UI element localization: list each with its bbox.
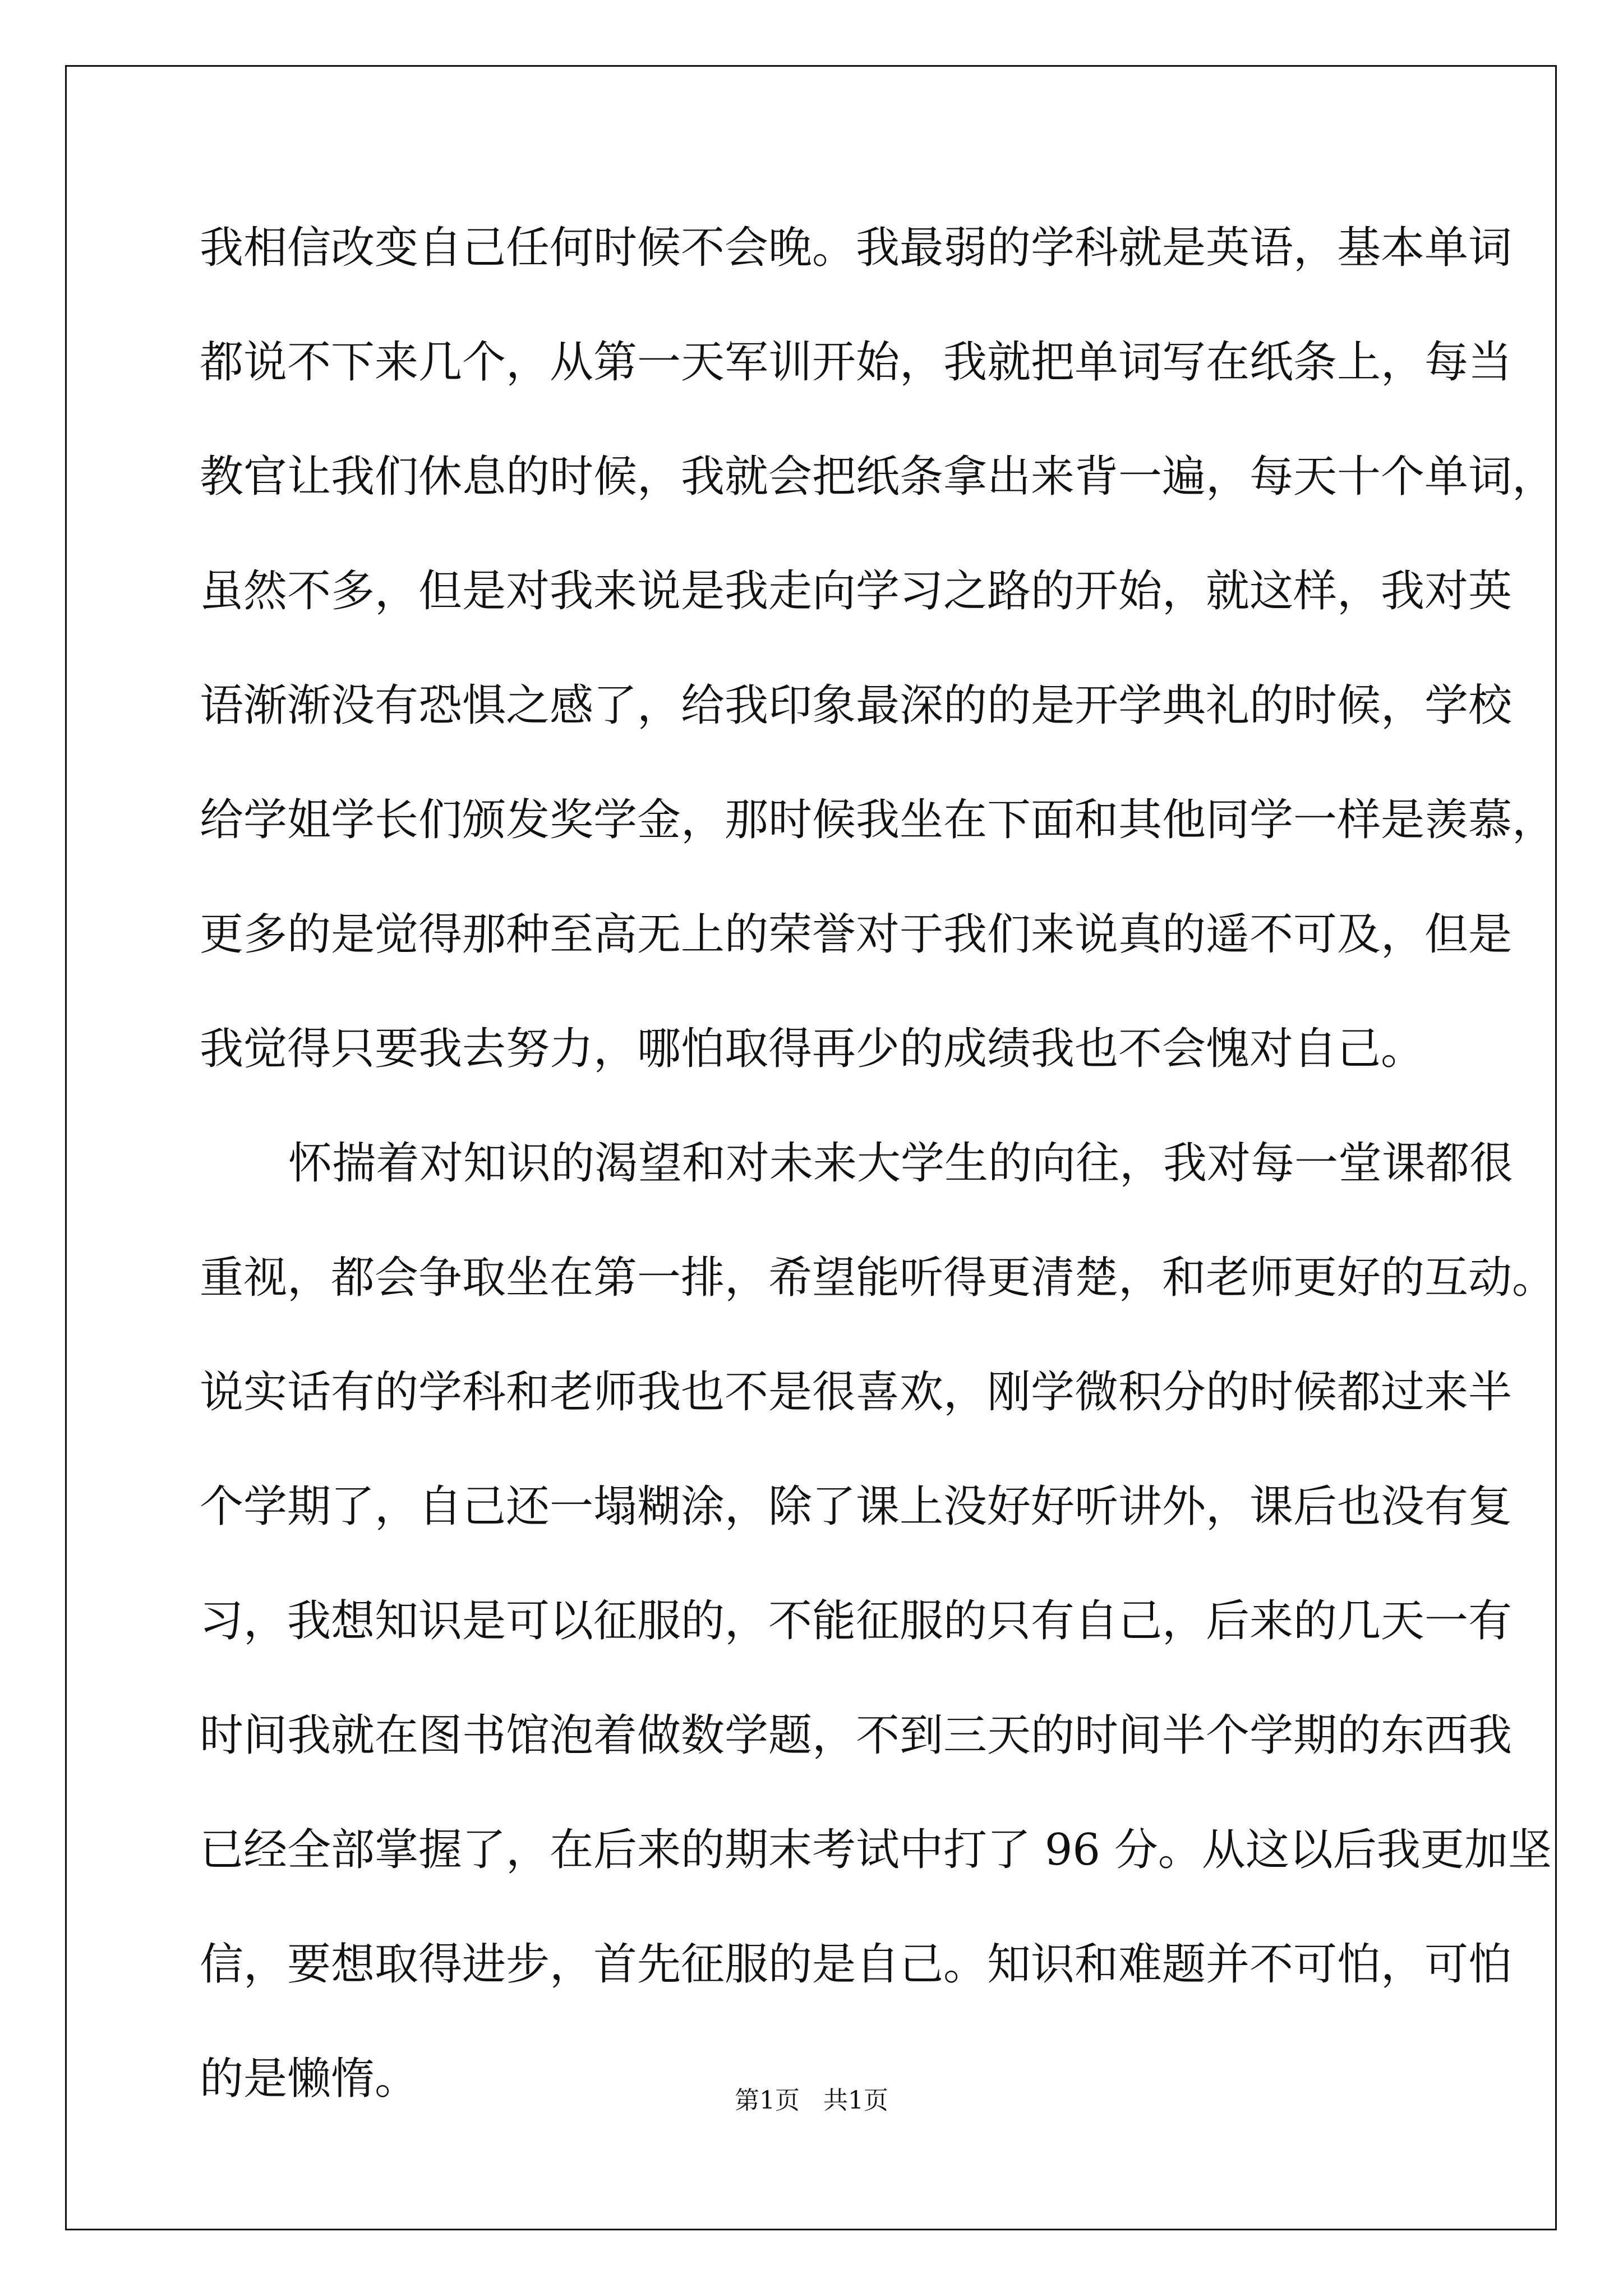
text-line: 习，我想知识是可以征服的，不能征服的只有自己，后来的几天一有 (200, 1596, 1513, 1646)
page-number-footer: 第1页 共1页 (735, 2086, 888, 2115)
text-line: 个学期了，自己还一塌糊涂，除了课上没好好听讲外，课后也没有复 (200, 1481, 1513, 1532)
text-line: 我觉得只要我去努力，哪怕取得再少的成绩我也不会愧对自己。 (200, 1024, 1425, 1074)
text-line: 说实话有的学科和老师我也不是很喜欢，刚学微积分的时候都过来半 (200, 1367, 1513, 1418)
text-line: 给学姐学长们颁发奖学金，那时候我坐在下面和其他同学一样是羡慕， (200, 795, 1556, 845)
document-body (200, 214, 1556, 2160)
text-line: 信，要想取得进步，首先征服的是自己。知识和难题并不可怕，可怕 (200, 1939, 1513, 1990)
text-line: 虽然不多，但是对我来说是我走向学习之路的开始，就这样，我对英 (200, 566, 1513, 616)
text-line: 教官让我们休息的时候，我就会把纸条拿出来背一遍，每天十个单词， (200, 452, 1556, 502)
text-line: 的是懒惰。 (200, 2054, 419, 2104)
text-line: 已经全部掌握了，在后来的期末考试中打了 96 分。从这以后我更加坚 (200, 1825, 1552, 1875)
text-line: 语渐渐没有恐惧之感了，给我印象最深的的是开学典礼的时候，学校 (200, 680, 1513, 731)
text-line: 我相信改变自己任何时候不会晚。我最弱的学科就是英语，基本单词 (200, 223, 1513, 273)
text-line: 更多的是觉得那种至高无上的荣誉对于我们来说真的遥不可及，但是 (200, 909, 1513, 960)
text-line: 都说不下来几个，从第一天军训开始，我就把单词写在纸条上，每当 (200, 337, 1513, 388)
paragraph-first-line: 怀揣着对知识的渴望和对未来大学生的向往，我对每一堂课都很 (288, 1138, 1514, 1189)
text-line: 重视，都会争取坐在第一排，希望能听得更清楚，和老师更好的互动。 (200, 1253, 1556, 1303)
text-line: 时间我就在图书馆泡着做数学题，不到三天的时间半个学期的东西我 (200, 1710, 1513, 1761)
